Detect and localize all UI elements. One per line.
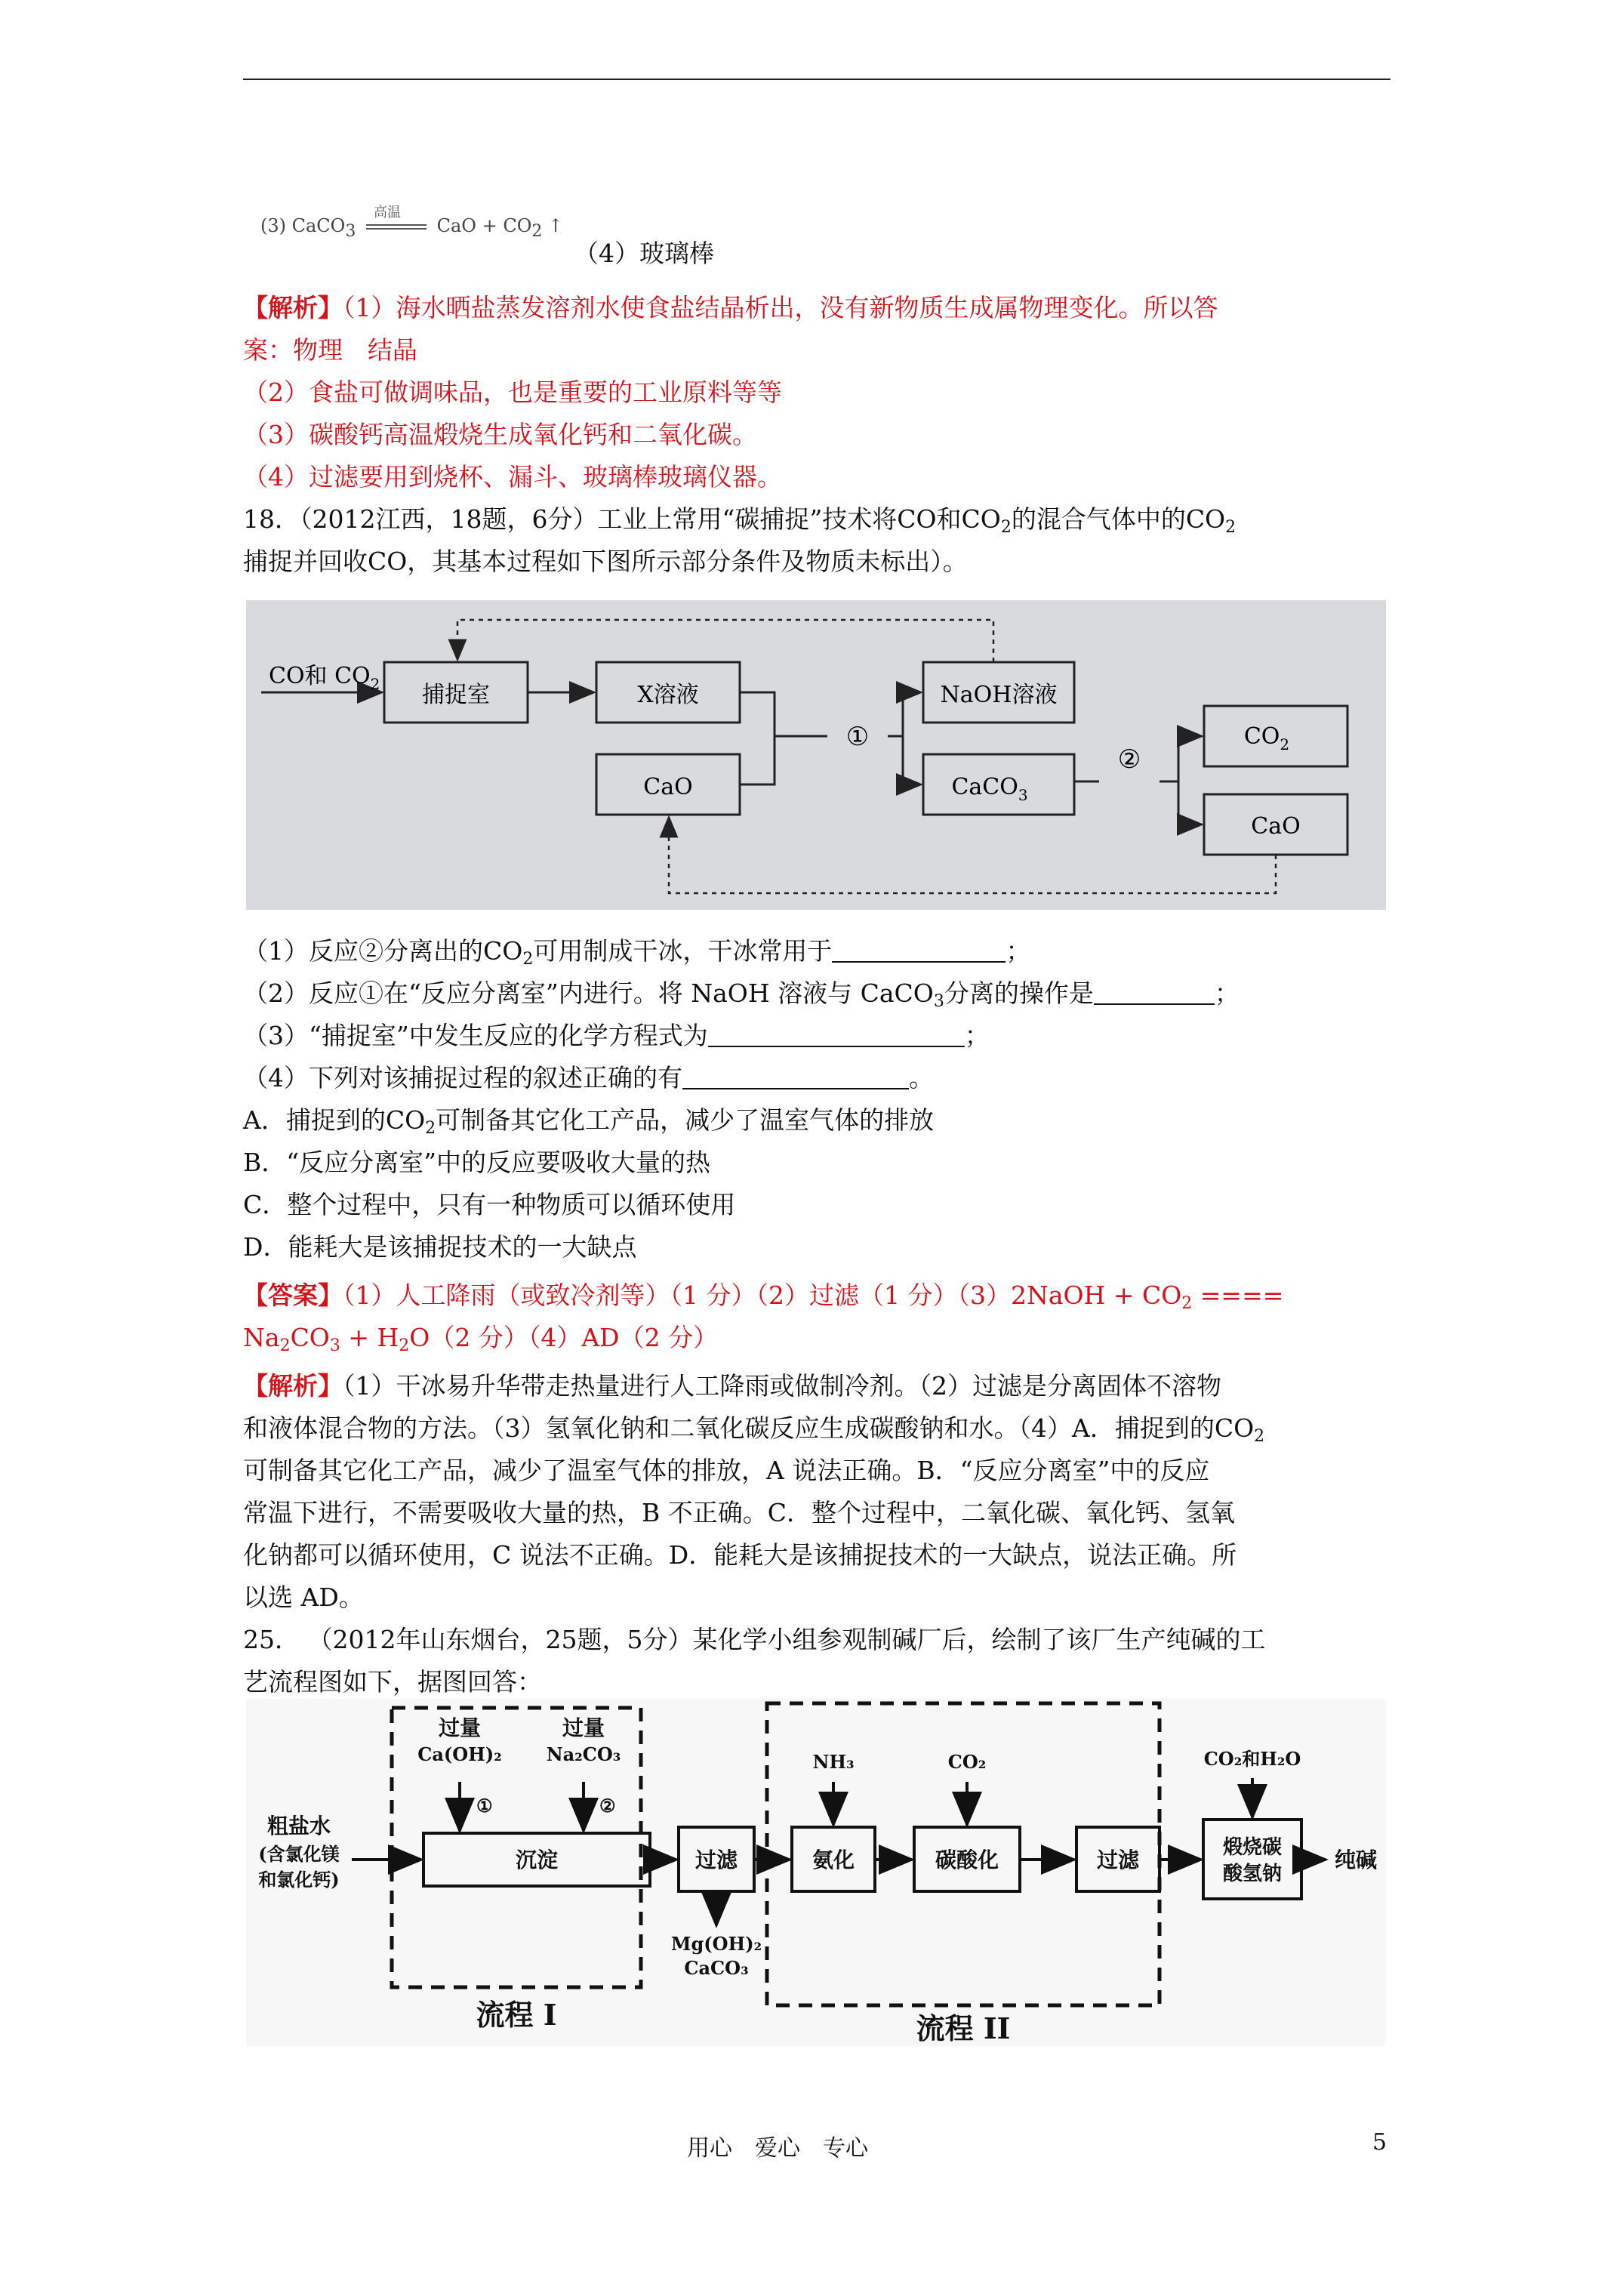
q25-line-1: 25． （2012年山东烟台，25题，5分）某化学小组参观制碱厂后，绘制了该厂生产纯碱的工 xyxy=(243,1625,1266,1654)
brine-label-1: 粗盐水 xyxy=(266,1814,331,1838)
analysis-2-line-3: 可制备其它化工产品，减少了温室气体的排放，A 说法正确。B．“反应分离室”中的反应 xyxy=(243,1456,1210,1485)
step-1-label: ① xyxy=(845,722,870,752)
option-d: D．能耗大是该捕捉技术的一大缺点 xyxy=(243,1232,637,1262)
filter-1-label: 过滤 xyxy=(694,1848,738,1872)
q18-line-2: 捕捉并回收CO，其基本过程如下图所示部分条件及物质未标出）。 xyxy=(243,547,968,576)
na2co3-label: Na₂CO₃ xyxy=(546,1743,621,1765)
precipitation-label: 沉淀 xyxy=(515,1848,559,1872)
co2-label: CO₂ xyxy=(947,1751,987,1773)
calcination-label-2: 酸氢钠 xyxy=(1222,1863,1283,1885)
analysis-1-line-2: 案：物理 结晶 xyxy=(243,335,417,365)
q18-sub-4: （4）下列对该捕捉过程的叙述正确的有 。 xyxy=(243,1063,934,1093)
option-a: A．捕捉到的$CO_2$可制备其它化工产品，减少了温室气体的排放 xyxy=(243,1105,935,1138)
capture-room-label: 捕捉室 xyxy=(422,682,490,708)
analysis-2-line-5: 化钠都可以循环使用，C 说法不正确。D．能耗大是该捕捉技术的一大缺点，说法正确。所 xyxy=(243,1540,1237,1570)
filter-2-label: 过滤 xyxy=(1096,1848,1140,1872)
carbon-capture-diagram xyxy=(246,600,1386,910)
cao-in-label: CaO xyxy=(643,774,693,800)
q25-line-2: 艺流程图如下，据图回答： xyxy=(243,1667,542,1697)
analysis-2-line-4: 常温下进行，不需要吸收大量的热，B 不正确。C．整个过程中，二氧化碳、氧化钙、氢氧 xyxy=(243,1498,1235,1527)
analysis-2-line-6: 以选 AD。 xyxy=(243,1583,364,1612)
mgoh2-label: Mg(OH)₂ xyxy=(670,1933,762,1955)
ammoniation-label: 氨化 xyxy=(812,1848,855,1872)
calcination-box xyxy=(1203,1820,1301,1899)
q18-sub-2: （2）反应①在“反应分离室”内进行。将 NaOH 溶液与 CaCO$_3$分离的操作是 ； xyxy=(243,978,1240,1011)
analysis-2-line-1: 【解析】（1）干冰易升华带走热量进行人工降雨或做制冷剂。（2）过滤是分离固体不溶物 xyxy=(243,1371,1221,1401)
process-2-label: 流程 II xyxy=(916,2011,1011,2045)
answer-4: （4）玻璃棒 xyxy=(574,239,714,268)
calcination-label-1: 煅烧碳 xyxy=(1222,1836,1283,1859)
analysis-1-line-5: （4）过滤要用到烧杯、漏斗、玻璃棒玻璃仪器。 xyxy=(243,462,782,492)
input-label: CO和 $CO_2$ xyxy=(269,663,380,693)
process-1-label: 流程 I xyxy=(476,1998,557,2032)
analysis-1-line-3: （2）食盐可做调味品，也是重要的工业原料等等 xyxy=(243,378,782,407)
caoh2-label: Ca(OH)₂ xyxy=(417,1743,502,1765)
option-b: B．“反应分离室”中的反应要吸收大量的热 xyxy=(243,1148,710,1177)
analysis-2-line-2: 和液体混合物的方法。（3）氢氧化钠和二氧化碳反应生成碳酸钠和水。（4）A．捕捉到的$CO_2$ xyxy=(243,1413,1265,1446)
naoh-label: NaOH溶液 xyxy=(940,682,1058,708)
circle-2-label: ② xyxy=(599,1795,616,1817)
footer-motto: 用心 爱心 专心 xyxy=(687,2135,868,2162)
analysis-1-line-4: （3）碳酸钙高温煅烧生成氧化钙和二氧化碳。 xyxy=(243,420,757,449)
x-solution-label: X溶液 xyxy=(637,682,699,708)
co2-out-label: $CO_2$ xyxy=(1243,723,1290,754)
co2-h2o-label: CO₂和H₂O xyxy=(1203,1748,1301,1770)
analysis-1-line-1: 【解析】（1）海水晒盐蒸发溶剂水使食盐结晶析出，没有新物质生成属物理变化。所以答 xyxy=(243,293,1218,322)
soda-ash-label: 纯碱 xyxy=(1334,1848,1378,1872)
excess-label-1: 过量 xyxy=(438,1715,482,1740)
nh3-label: NH₃ xyxy=(812,1751,855,1773)
q18-sub-3: （3）“捕捉室”中发生反应的化学方程式为 ； xyxy=(243,1021,990,1050)
answer-line-2: $Na_2CO_3 + H_2O(2$ 分）（4）AD（2 分） xyxy=(243,1323,719,1355)
q18-line-1: 18．（2012江西，18题，6分）工业上常用“碳捕捉”技术将CO和$CO_2$的混合气体中的$CO_2$ xyxy=(243,504,1236,537)
answer-line-1: 【答案】（1）人工降雨（或致冷剂等）（1 分）（2）过滤（1 分）（3）2NaOH + $CO_2$ ==== xyxy=(243,1281,1284,1313)
q18-sub-1: （1）反应②分离出的$CO_2$可用制成干冰，干冰常用于 ； xyxy=(243,936,1031,969)
excess-label-2: 过量 xyxy=(562,1715,605,1740)
cao-out-label: CaO xyxy=(1251,813,1301,840)
caco3-label: CaCO$_3$ xyxy=(951,774,1028,804)
carbonation-label: 碳酸化 xyxy=(935,1848,999,1872)
step-2-label: ② xyxy=(1117,744,1141,775)
soda-ash-process-diagram xyxy=(246,1699,1386,2046)
caco3-precip-label: CaCO₃ xyxy=(684,1957,749,1979)
page-number: 5 xyxy=(1372,2129,1387,2156)
circle-1-label: ① xyxy=(476,1795,493,1817)
option-c: C．整个过程中，只有一种物质可以循环使用 xyxy=(243,1190,736,1219)
brine-label-3: 和氯化钙) xyxy=(258,1869,340,1891)
header-rule xyxy=(243,79,1390,80)
equation-caco3-decomposition: (3) CaCO$_3$ 高温 CaO + $CO_2$ ↑ xyxy=(260,215,563,236)
reaction-condition: 高温 xyxy=(374,205,401,220)
brine-label-2: (含氯化镁 xyxy=(258,1843,340,1865)
